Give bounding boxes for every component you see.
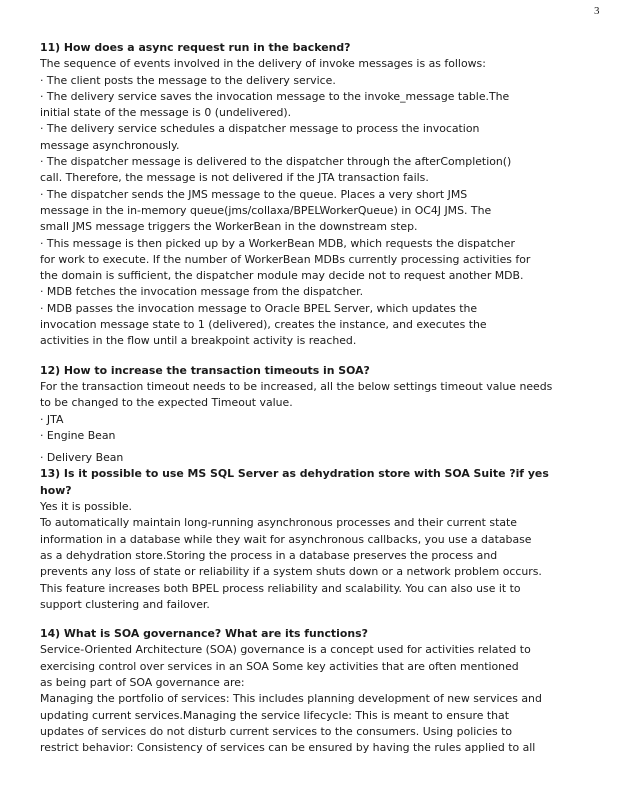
text-line: · Delivery Bean <box>40 451 124 465</box>
question-14-title: 14) What is SOA governance? What are its functions? <box>40 627 368 641</box>
document-body <box>40 40 600 756</box>
text-line: as being part of SOA governance are: <box>40 675 245 689</box>
text-line: restrict behavior: Consistency of services can be ensured by having the rules applied to all <box>40 741 536 755</box>
question-11-answer <box>40 56 600 349</box>
text-line: message asynchronously. <box>40 138 180 152</box>
text-line: information in a database while they wait for asynchronous callbacks, you use a database <box>40 532 532 546</box>
text-line: the domain is sufficient, the dispatcher module may decide not to request another MDB. <box>40 269 524 283</box>
text-line: for work to execute. If the number of WorkerBean MDBs currently processing activities for <box>40 252 531 266</box>
text-line: · Engine Bean <box>40 428 116 442</box>
section-gap <box>40 613 600 626</box>
text-line: · This message is then picked up by a WorkerBean MDB, which requests the dispatcher <box>40 236 515 250</box>
question-12-answer <box>40 379 600 466</box>
text-line: For the transaction timeout needs to be increased, all the below settings timeout value needs <box>40 379 553 393</box>
section-gap <box>40 350 600 363</box>
text-line: Yes it is possible. <box>40 500 133 514</box>
text-line: · JTA <box>40 412 64 426</box>
question-11-title: 11) How does a async request run in the backend? <box>40 41 351 54</box>
text-line: · The dispatcher sends the JMS message to the queue. Places a very short JMS <box>40 187 468 201</box>
question-13-title: 13) Is it possible to use MS SQL Server as dehydration store with SOA Suite ?if yes <box>40 467 549 481</box>
text-line: · The dispatcher message is delivered to the dispatcher through the afterCompletion() <box>40 155 512 169</box>
text-line: · The client posts the message to the delivery service. <box>40 73 336 87</box>
text-line: support clustering and failover. <box>40 597 210 611</box>
text-line: · MDB fetches the invocation message from the dispatcher. <box>40 285 364 299</box>
text-line: as a dehydration store.Storing the process in a database preserves the process and <box>40 548 498 562</box>
question-13-title-cont: how? <box>40 483 72 497</box>
question-13-answer <box>40 499 600 613</box>
text-line: Service-Oriented Architecture (SOA) governance is a concept used for activities related to <box>40 643 531 657</box>
page-number: 3 <box>594 5 600 17</box>
text-line: activities in the flow until a breakpoint activity is reached. <box>40 334 357 348</box>
text-line: updates of services do not disturb current services to the consumers. Using policies to <box>40 724 513 738</box>
text-line: exercising control over services in an SOA Some key activities that are often mentioned <box>40 659 519 673</box>
text-line: updating current services.Managing the service lifecycle: This is meant to ensure that <box>40 708 509 722</box>
text-line: · The delivery service schedules a dispatcher message to process the invocation <box>40 122 480 136</box>
text-line: · MDB passes the invocation message to Oracle BPEL Server, which updates the <box>40 301 478 315</box>
text-line: message in the in-memory queue(jms/collaxa/BPELWorkerQueue) in OC4J JMS. The <box>40 203 492 217</box>
text-line: · The delivery service saves the invocation message to the invoke_message table.The <box>40 89 510 103</box>
text-line: invocation message state to 1 (delivered), creates the instance, and executes the <box>40 318 487 332</box>
text-line: Managing the portfolio of services: This includes planning development of new services and <box>40 692 542 706</box>
text-line: prevents any loss of state or reliability if a system shuts down or a network problem occurs. <box>40 565 542 579</box>
question-14-answer <box>40 642 600 756</box>
question-12-title: 12) How to increase the transaction timeouts in SOA? <box>40 363 370 377</box>
text-line: small JMS message triggers the WorkerBean in the downstream step. <box>40 220 418 234</box>
text-line: call. Therefore, the message is not delivered if the JTA transaction fails. <box>40 171 429 185</box>
text-line: To automatically maintain long-running asynchronous processes and their current state <box>40 516 517 530</box>
text-line: initial state of the message is 0 (undelivered). <box>40 106 292 120</box>
text-line: The sequence of events involved in the delivery of invoke messages is as follows: <box>40 57 486 71</box>
text-line: This feature increases both BPEL process reliability and scalability. You can also use it to <box>40 581 521 595</box>
text-line: to be changed to the expected Timeout value. <box>40 396 293 410</box>
